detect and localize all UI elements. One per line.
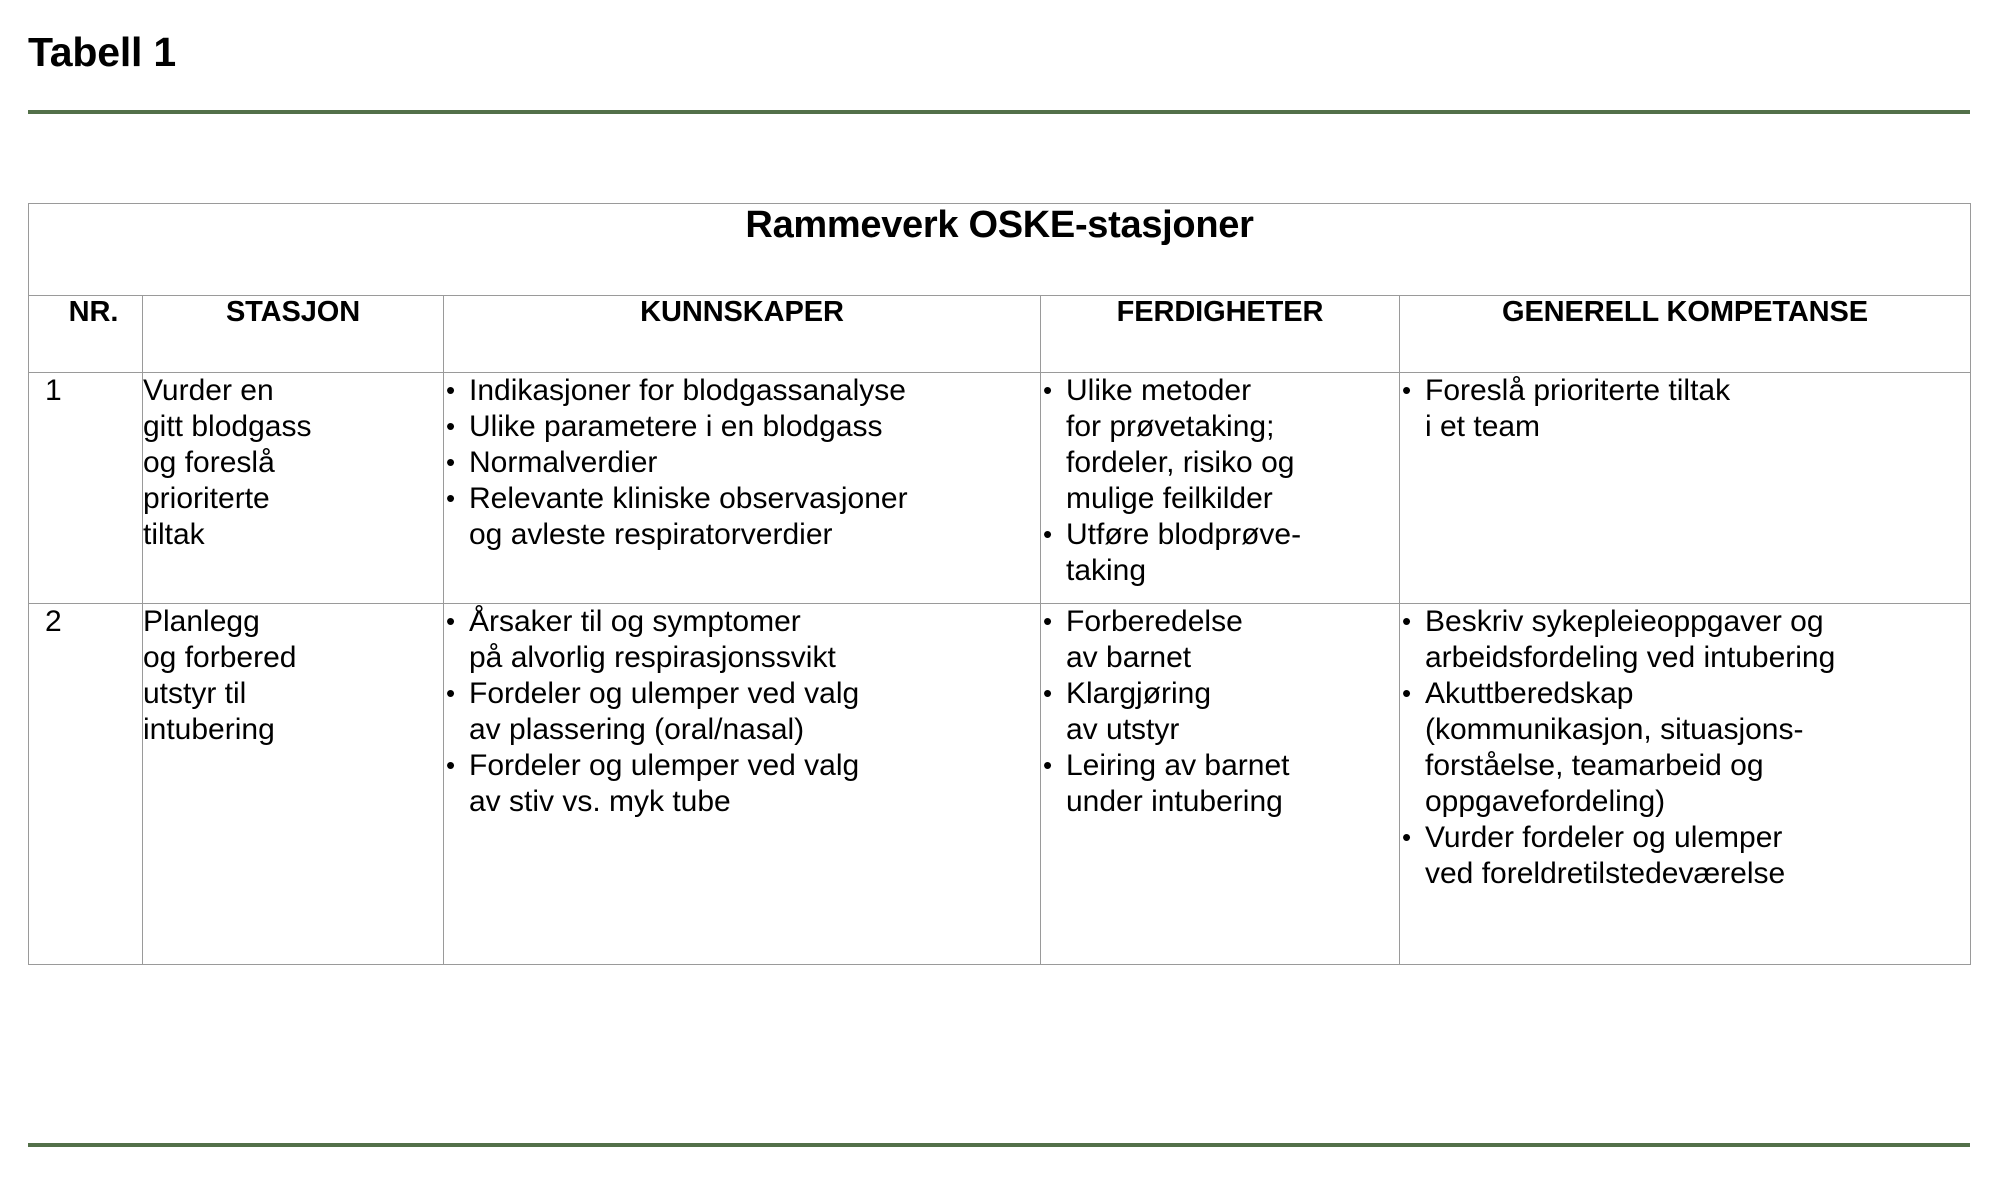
text-line: utstyr til: [143, 677, 247, 710]
text-line: • Årsaker til og symptomer: [469, 605, 801, 638]
table-title-row: [29, 204, 1971, 296]
bullet-list: [444, 373, 1040, 553]
text-line: på alvorlig respirasjonssvikt: [469, 641, 836, 674]
text-line: • Beskriv sykepleieoppgaver og: [1425, 605, 1824, 638]
table-row: [29, 373, 1971, 604]
cell-kunnskaper: [444, 373, 1041, 604]
column-header-nr: NR.: [29, 296, 143, 373]
table-row: [29, 604, 1971, 965]
bullet-list: [1400, 604, 1970, 892]
text-line: • Relevante kliniske observasjoner: [469, 482, 908, 515]
bullet-list: [444, 604, 1040, 820]
text-line: • Leiring av barnet: [1066, 749, 1290, 782]
text-line: • Fordeler og ulemper ved valg: [469, 677, 860, 710]
text-line: • Normalverdier: [469, 446, 658, 479]
bullet-item: [444, 676, 1040, 748]
bullet-item: [1041, 517, 1399, 589]
text-line: arbeidsfordeling ved intubering: [1425, 641, 1836, 674]
column-header-generell-kompetanse: GENERELL KOMPETANSE: [1400, 296, 1971, 373]
text-line: Vurder en: [143, 374, 274, 407]
text-line: av utstyr: [1066, 713, 1180, 746]
text-line: • Forberedelse: [1066, 605, 1243, 638]
bullet-item: [444, 604, 1040, 676]
bullet-item: [444, 373, 1040, 409]
framework-table: [28, 203, 1971, 965]
cell-stasjon: [143, 373, 444, 604]
cell-stasjon: [143, 604, 444, 965]
bullet-item: [444, 445, 1040, 481]
text-line: og avleste respiratorverdier: [469, 518, 833, 551]
text-line: oppgavefordeling): [1425, 785, 1666, 818]
text-line: for prøvetaking;: [1066, 410, 1275, 443]
cell-generell-kompetanse: [1400, 373, 1971, 604]
cell-kunnskaper: [444, 604, 1041, 965]
cell-ferdigheter: [1041, 373, 1400, 604]
text-line: • Foreslå prioriterte tiltak: [1425, 374, 1731, 407]
bottom-rule-divider: [28, 1143, 1970, 1147]
text-line: • Klargjøring: [1066, 677, 1212, 710]
bullet-item: [1041, 676, 1399, 748]
column-header-kunnskaper: KUNNSKAPER: [444, 296, 1041, 373]
cell-ferdigheter: [1041, 604, 1400, 965]
text-line: • Akuttberedskap: [1425, 677, 1634, 710]
bullet-list: [1041, 373, 1399, 589]
bullet-item: [444, 481, 1040, 553]
text-line: intubering: [143, 713, 275, 746]
text-line: av plassering (oral/nasal): [469, 713, 805, 746]
bullet-item: [1041, 604, 1399, 676]
bullet-item: [1041, 373, 1399, 517]
text-line: prioriterte: [143, 482, 270, 515]
text-line: ved foreldretilstedeværelse: [1425, 857, 1786, 890]
text-line: Planlegg: [143, 605, 260, 638]
text-line: mulige feilkilder: [1066, 482, 1273, 515]
bullet-list: [1041, 604, 1399, 820]
text-line: • Utføre blodprøve-: [1066, 518, 1302, 551]
table-title: Rammeverk OSKE-stasjoner: [29, 204, 1971, 296]
top-rule-divider: [28, 110, 1970, 114]
column-header-ferdigheter: FERDIGHETER: [1041, 296, 1400, 373]
text-line: av stiv vs. myk tube: [469, 785, 731, 818]
text-line: og foreslå: [143, 446, 275, 479]
text-line: • Ulike parametere i en blodgass: [469, 410, 883, 443]
text-line: (kommunikasjon, situasjons-: [1425, 713, 1804, 746]
text-line: av barnet: [1066, 641, 1192, 674]
text-line: taking: [1066, 554, 1147, 587]
bullet-item: [444, 748, 1040, 820]
table-head: [29, 204, 1971, 373]
bullet-item: [1400, 820, 1970, 892]
bullet-list: [1400, 373, 1970, 445]
figure-caption: Tabell 1: [28, 29, 177, 75]
text-line: • Ulike metoder: [1066, 374, 1252, 407]
bullet-item: [1400, 676, 1970, 820]
text-line: gitt blodgass: [143, 410, 312, 443]
cell-generell-kompetanse: [1400, 604, 1971, 965]
text-line: i et team: [1425, 410, 1541, 443]
bullet-item: [1041, 748, 1399, 820]
bullet-item: [1400, 373, 1970, 445]
text-line: og forbered: [143, 641, 297, 674]
text-line: tiltak: [143, 518, 205, 551]
column-header-stasjon: STASJON: [143, 296, 444, 373]
table-header-row: [29, 296, 1971, 373]
table-body: [29, 373, 1971, 965]
table-container: [28, 203, 1970, 965]
bullet-item: [1400, 604, 1970, 676]
text-line: fordeler, risiko og: [1066, 446, 1295, 479]
text-block: [143, 373, 443, 553]
text-block: [143, 604, 443, 748]
text-line: forståelse, teamarbeid og: [1425, 749, 1764, 782]
text-line: • Indikasjoner for blodgassanalyse: [469, 374, 906, 407]
bullet-item: [444, 409, 1040, 445]
text-line: • Vurder fordeler og ulemper: [1425, 821, 1783, 854]
text-line: • Fordeler og ulemper ved valg: [469, 749, 860, 782]
cell-nr: 2: [29, 604, 143, 965]
cell-nr: 1: [29, 373, 143, 604]
text-line: under intubering: [1066, 785, 1283, 818]
